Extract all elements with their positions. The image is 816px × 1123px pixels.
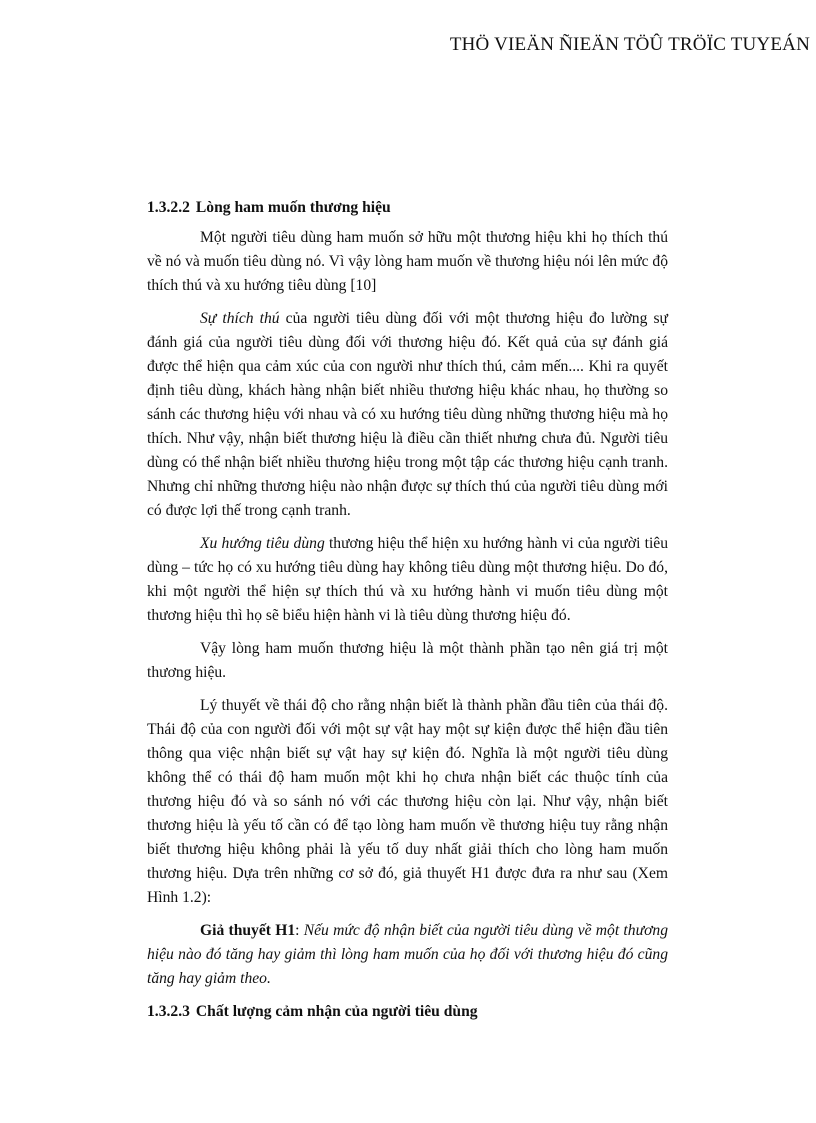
section-title: Chất lượng cảm nhận của người tiêu dùng xyxy=(195,1003,478,1020)
paragraph-5: Lý thuyết về thái độ cho rằng nhận biết là thành phần đầu tiên của thái độ. Thái độ của con người đối với một sự vật hay một sự kiện được thể hiện đầu tiên thông qua việc nhận biết sự vật hay sự kiện đó. Nghĩa là một người tiêu dùng không thể có thái độ ham muốn một khi họ chưa nhận biết các thuộc tính của thương hiệu đó và so sánh nó với các thương hiệu còn lại. Như vậy, nhận biết thương hiệu là yếu tố cần có để tạo lòng ham muốn về thương hiệu tuy rằng nhận biết thương hiệu không phải là yếu tố duy nhất giải thích cho lòng ham muốn thương hiệu. Dựa trên những cơ sở đó, giả thuyết H1 được đưa ra như sau (Xem Hình 1.2): xyxy=(147,697,668,906)
hypothesis-text: Nếu mức độ nhận biết của người tiêu dùng về một thương hiệu nào đó tăng hay giảm thì lòng ham muốn của họ đối với thương hiệu đó cũng tăng hay giảm theo. xyxy=(147,922,668,987)
paragraph-3-text: thương hiệu thể hiện xu hướng hành vi của người tiêu dùng – tức họ có xu hướng tiêu dùng hay không tiêu dùng một thương hiệu. Do đó, khi một người thể hiện sự thích thú và xu hướng hành vi muốn tiêu dùng một thương hiệu thì họ sẽ biểu hiện hành vi là tiêu dùng thương hiệu đó. xyxy=(147,535,668,624)
hypothesis-h1 xyxy=(147,919,668,991)
section-title: Lòng ham muốn thương hiệu xyxy=(195,199,391,216)
section-number: 1.3.2.3 xyxy=(147,1003,190,1020)
paragraph-3-lead: Xu hướng tiêu dùng xyxy=(200,535,325,552)
section-number: 1.3.2.2 xyxy=(147,199,190,216)
paragraph-2 xyxy=(147,307,668,523)
paragraph-1: Một người tiêu dùng ham muốn sở hữu một thương hiệu khi họ thích thú về nó và muốn tiêu dùng nó. Vì vậy lòng ham muốn về thương hiệu nói lên mức độ thích thú và xu hướng tiêu dùng [10] xyxy=(147,229,668,294)
section-heading-1-3-2-3 xyxy=(147,1000,668,1024)
paragraph-4: Vậy lòng ham muốn thương hiệu là một thành phần tạo nên giá trị một thương hiệu. xyxy=(147,640,668,681)
hypothesis-label: Giả thuyết H1 xyxy=(200,922,296,939)
paragraph-2-lead: Sự thích thú xyxy=(200,310,280,327)
paragraph-3 xyxy=(147,532,668,628)
hypothesis-separator: : xyxy=(295,922,304,939)
page-header: THÖ VIEÄN ÑIEÄN TÖÛ TRÖÏC TUYEÁN xyxy=(449,34,810,55)
paragraph-2-text: của người tiêu dùng đối với một thương hiệu đo lường sự đánh giá của người tiêu dùng đối với thương hiệu đó. Kết quả của sự đánh giá được thể hiện qua cảm xúc của con người như thích thú, cảm mến.... Khi ra quyết định tiêu dùng, khách hàng nhận biết nhiều thương hiệu khác nhau, họ thường so sánh các thương hiệu với nhau và có xu hướng tiêu dùng những thương hiệu mà họ thích. Như vậy, nhận biết thương hiệu là điều cần thiết nhưng chưa đủ. Người tiêu dùng có thể nhận biết nhiều thương hiệu trong một tập các thương hiệu cạnh tranh. Nhưng chỉ những thương hiệu nào nhận được sự thích thú của người tiêu dùng mới có được lợi thế trong cạnh tranh. xyxy=(147,310,668,519)
section-heading-1-3-2-2 xyxy=(147,196,668,220)
document-body xyxy=(147,196,668,1030)
